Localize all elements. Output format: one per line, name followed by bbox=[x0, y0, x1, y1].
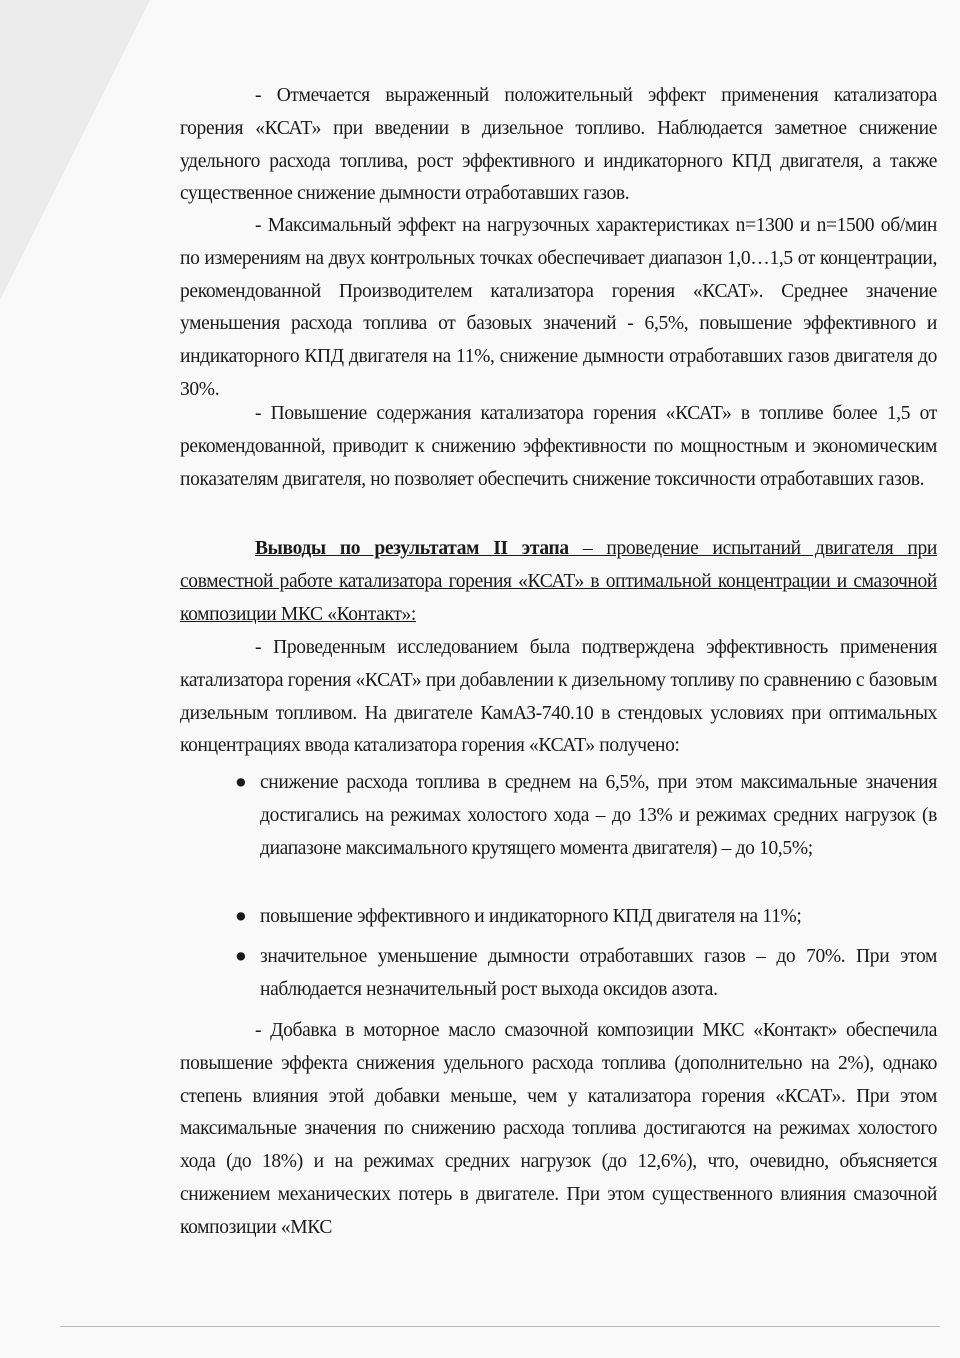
bullet-item-2 bbox=[235, 901, 937, 934]
paragraph-3: - Повышение содержания катализатора горения «КСАТ» в топливе более 1,5 от рекомендованной, приводит к снижению эффективности по мощностным и экономическим показателям двигателя, но позволяет обеспечить снижение токсичности отработавших газов. bbox=[180, 403, 937, 490]
scan-edge-line bbox=[60, 1326, 940, 1327]
conclusion-text: – проведение испытаний двигателя при совместной работе катализатора горения «КСАТ» в оптимальной концентрации и смазочной композиции МКС «Контакт»: bbox=[180, 538, 938, 625]
paragraph-1: - Отмечается выраженный положительный эффект применения катализатора горения «КСАТ» при введении в дизельное топливо. Наблюдается заметное снижение удельного расхода топлива, рост эффективного и индикаторного КПД двигателя, а также существенное снижение дымности отработавших газов. bbox=[180, 85, 937, 205]
bullet-text: повышение эффективного и индикаторного КПД двигателя на 11%; bbox=[260, 906, 802, 927]
bullet-text: значительное уменьшение дымности отработавших газов – до 70%. При этом наблюдается незначительный рост выхода оксидов азота. bbox=[260, 946, 937, 1000]
paragraph-4: - Проведенным исследованием была подтверждена эффективность применения катализатора горения «КСАТ» при добавлении к дизельному топливу по сравнению с базовым дизельным топливом. На двигателе КамАЗ-740.10 в стендовых условиях при оптимальных концентрациях ввода катализатора горения «КСАТ» получено: bbox=[180, 637, 937, 757]
bullet-text: снижение расхода топлива в среднем на 6,5%, при этом максимальные значения достигались на режимах холостого хода – до 13% и режимах средних нагрузок (в диапазоне максимального крутящего момента двигателя) – до 10,5%; bbox=[260, 772, 937, 859]
bullet-icon: ● bbox=[235, 772, 247, 793]
bullet-item-1 bbox=[235, 767, 937, 865]
bullet-icon: ● bbox=[235, 946, 247, 967]
conclusion-paragraph bbox=[180, 533, 937, 631]
paragraph-5: - Добавка в моторное масло смазочной композиции МКС «Контакт» обеспечила повышение эффекта снижения удельного расхода топлива (дополнительно на 2%), однако степень влияния этой добавки меньше, чем у катализатора горения «КСАТ». При этом максимальные значения по снижению расхода топлива достигаются на режимах холостого хода (до 18%) и на режимах средних нагрузок (до 12,6%), что, очевидно, объясняется снижением механических потерь в двигателе. При этом существенного влияния смазочной композиции «МКС bbox=[180, 1020, 937, 1238]
bullet-icon: ● bbox=[235, 906, 247, 927]
bullet-item-3 bbox=[235, 941, 937, 1007]
paragraph-2: - Максимальный эффект на нагрузочных характеристиках n=1300 и n=1500 об/мин по измерениям на двух контрольных точках обеспечивает диапазон 1,0…1,5 от концентрации, рекомендованной Производителем катализатора горения «КСАТ». Среднее значение уменьшения расхода топлива от базовых значений - 6,5%, повышение эффективного и индикаторного КПД двигателя на 11%, снижение дымности отработавших газов двигателя до 30%. bbox=[180, 215, 937, 400]
conclusion-heading: Выводы по результатам II этапа bbox=[255, 538, 569, 559]
